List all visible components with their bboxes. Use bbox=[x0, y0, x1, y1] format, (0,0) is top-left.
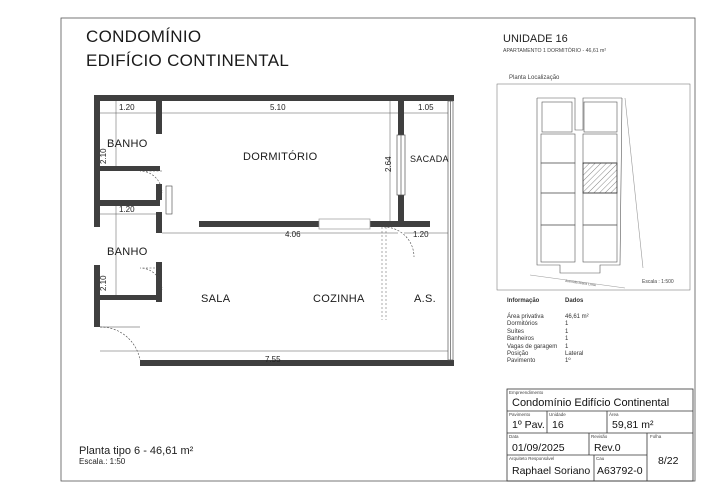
tb-un-label: Unidade bbox=[549, 412, 566, 417]
tb-pav-label: Pavimento bbox=[509, 412, 531, 417]
tb-arq-label: Arquiteto Responsável bbox=[509, 456, 555, 461]
tb-cau-label: Cau bbox=[596, 456, 605, 461]
tb-emp-value: Condomínio Edifício Continental bbox=[512, 397, 670, 409]
dim-bath2-height: 2.10 bbox=[99, 275, 108, 291]
info-label: Vagas de garagem bbox=[507, 343, 558, 350]
info-label: Pavimento bbox=[507, 358, 536, 365]
tb-rev-label: Revisão bbox=[591, 434, 608, 439]
tb-emp-label: Empreendimento bbox=[509, 390, 544, 395]
info-value: 1 bbox=[565, 321, 569, 328]
tb-data-value: 01/09/2025 bbox=[512, 442, 565, 454]
dim-bath1-width: 1.20 bbox=[119, 103, 135, 112]
dim-total-width: 7.55 bbox=[265, 355, 281, 364]
tb-rev-value: Rev.0 bbox=[594, 442, 621, 454]
room-area-servico: A.S. bbox=[414, 293, 436, 305]
room-dormitorio: DORMITÓRIO bbox=[243, 151, 318, 163]
room-banho-1: BANHO bbox=[107, 138, 148, 150]
room-cozinha: COZINHA bbox=[313, 293, 365, 305]
info-label: Posição bbox=[507, 351, 529, 358]
tb-folha-value: 8/22 bbox=[658, 455, 679, 467]
dim-bath2-width: 1.20 bbox=[119, 205, 135, 214]
plan-scale: Escala.: 1:50 bbox=[79, 457, 126, 466]
tb-cau-value: A63792-0 bbox=[597, 465, 643, 477]
location-scale: Escala : 1:500 bbox=[642, 279, 674, 285]
tb-folha-label: Folha bbox=[650, 434, 662, 439]
info-header-value: Dados bbox=[565, 298, 584, 304]
tb-arq-value: Raphael Soriano bbox=[512, 465, 591, 477]
info-header-label: Informação bbox=[507, 298, 540, 304]
info-value: Lateral bbox=[565, 351, 584, 358]
info-label: Suítes bbox=[507, 328, 525, 335]
dim-as-width: 1.20 bbox=[413, 230, 429, 239]
room-banho-2: BANHO bbox=[107, 246, 148, 258]
tb-area-value: 59,81 m² bbox=[612, 419, 654, 431]
tb-pav-value: 1º Pav. bbox=[512, 419, 545, 431]
unit-subtitle: APARTAMENTO 1 DORMITÓRIO - 46,61 m² bbox=[503, 48, 607, 54]
room-sala: SALA bbox=[201, 293, 231, 305]
tb-un-value: 16 bbox=[552, 419, 564, 431]
info-label: Área privativa bbox=[507, 314, 544, 320]
location-label: Planta Localização bbox=[509, 75, 560, 81]
info-label: Banheiros bbox=[507, 336, 535, 343]
info-value: 46,61 m² bbox=[565, 314, 589, 320]
project-title-line1: CONDOMÍNIO bbox=[86, 27, 202, 46]
tb-data-label: Data bbox=[509, 434, 519, 439]
info-label: Dormitórios bbox=[507, 321, 538, 328]
dim-dorm-width: 5.10 bbox=[270, 103, 286, 112]
dim-sacada-width: 1.05 bbox=[418, 103, 434, 112]
project-title-line2: EDIFÍCIO CONTINENTAL bbox=[86, 51, 290, 70]
plan-caption: Planta tipo 6 - 46,61 m² bbox=[79, 445, 194, 457]
info-value: 1 bbox=[565, 343, 569, 350]
street-label: Avenida Maria Lima bbox=[564, 278, 597, 288]
info-value: 1º bbox=[565, 358, 571, 365]
tb-area-label: Área bbox=[609, 412, 619, 417]
dim-bath1-height: 2.10 bbox=[99, 148, 108, 164]
dim-living-width: 4.06 bbox=[285, 230, 301, 239]
dim-dorm-height: 2.64 bbox=[384, 156, 393, 172]
room-sacada: SACADA bbox=[410, 154, 449, 164]
info-value: 1 bbox=[565, 328, 569, 335]
info-value: 1 bbox=[565, 336, 569, 343]
unit-title: UNIDADE 16 bbox=[503, 33, 568, 45]
